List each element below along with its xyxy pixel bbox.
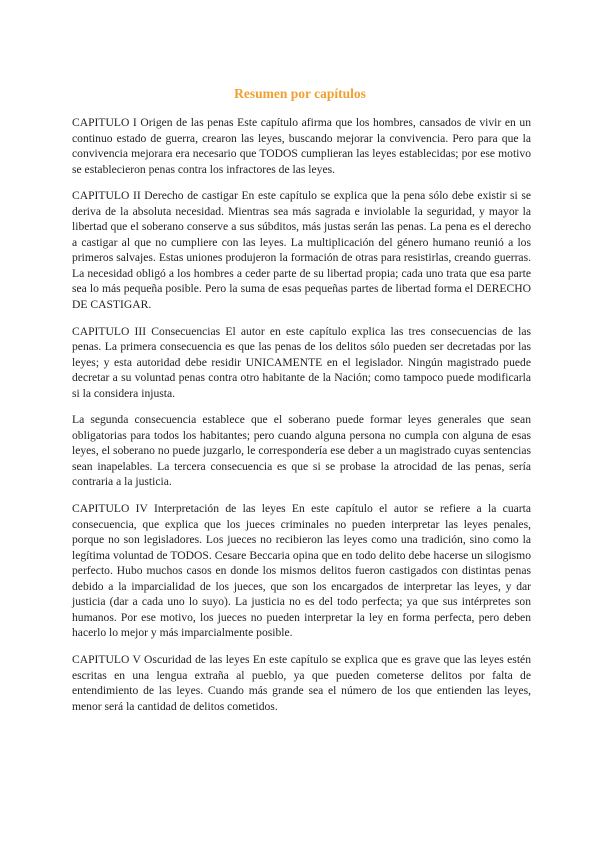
paragraph-capitulo-2: CAPITULO II Derecho de castigar En este capítulo se explica que la pena sólo debe existir si se deriva de la absoluta necesidad. Mientras sea más sagrada e inviolable la seguridad, y mayor la libertad que el soberano conserve a sus súbditos, más justas serán las penas. La pena es el derecho a castigar al que no cumpliere con las leyes. La multiplicación del género humano reunió a los primeros salvajes. Estas uniones produjeron la formación de otras para resistirlas, creando guerras. La necesidad obligó a los hombres a ceder parte de su libertad propia; cada uno trata que esa parte sea lo más pequeña posible. Pero la suma de esas pequeñas partes de libertad forma el DERECHO DE CASTIGAR. xyxy=(72,189,531,312)
paragraph-capitulo-3-continued: La segunda consecuencia establece que el soberano puede formar leyes generales que sean obligatorias para todos los habitantes; pero cuando alguna persona no cumpla con alguna de esas leyes, el soberano no puede juzgarlo, le correspondería ese deber a un magistrado cuyas sentencias sean inapelables. La tercera consecuencia es que si se probase la atrocidad de las penas, sería contraria a la justicia. xyxy=(72,413,531,489)
document-title: Resumen por capítulos xyxy=(234,86,366,101)
document-body xyxy=(72,115,531,725)
paragraph-capitulo-1: CAPITULO I Origen de las penas Este capítulo afirma que los hombres, cansados de vivir en un continuo estado de guerra, crearon las leyes, buscando mejorar la convivencia. Pero para que la convivencia mejorara era necesario que TODOS cumplieran las leyes establecidas; por ese motivo se establecieron penas contra los infractores de las leyes. xyxy=(72,116,531,176)
paragraph-capitulo-5: CAPITULO V Oscuridad de las leyes En este capítulo se explica que es grave que las leyes estén escritas en una lengua extraña al pueblo, ya que pueden cometerse delitos por falta de entendimiento de las leyes. Cuando más grande sea el número de los que entienden las leyes, menor será la cantidad de delitos cometidos. xyxy=(72,652,531,713)
paragraph-capitulo-4: CAPITULO IV Interpretación de las leyes En este capítulo el autor se refiere a la cuarta consecuencia, que explica que los jueces criminales no pueden interpretar las leyes penales, porque no son legisladores. Los jueces no recibieron las leyes como una tradición, sino como la legítima voluntad de TODOS. Cesare Beccaria opina que en todo delito debe hacerse un silogismo perfecto. Hubo muchos casos en donde los mismos delitos fueron castigados con distintas penas debido a la imparcialidad de los jueces, que son los encargados de interpretar las leyes, y dar justicia (dar a cada uno lo suyo). La justicia no es del todo perfecta; ya que sus intérpretes son humanos. Por ese motivo, los jueces no pueden interpretar la ley en forma perfecta, pero deben hacerlo lo mejor y más imparcialmente posible. xyxy=(72,502,531,640)
paragraph-capitulo-3: CAPITULO III Consecuencias El autor en este capítulo explica las tres consecuencias de las penas. La primera consecuencia es que las penas de los delitos sólo pueden ser decretadas por las leyes; y esta autoridad debe residir UNICAMENTE en el legislador. Ningún magistrado puede decretar a su voluntad penas contra otro habitante de la Nación; como tampoco puede modificarla si la considera injusta. xyxy=(72,324,531,400)
